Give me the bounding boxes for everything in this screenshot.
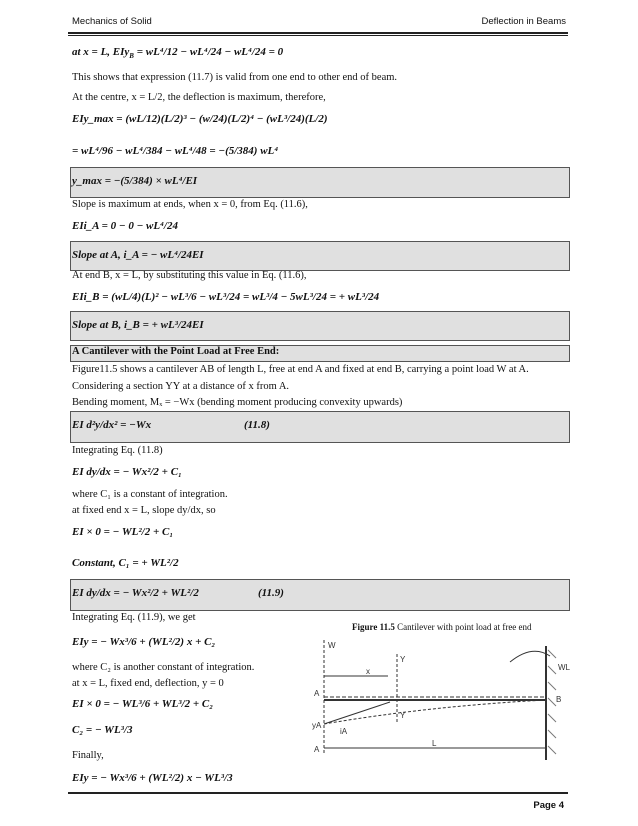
- eq-slope-b-result: Slope at B, i_B = + wL³/24EI: [72, 319, 204, 331]
- eq-11-9: EI dy/dx = − Wx²/2 + WL²/2: [72, 587, 199, 599]
- para-finally: Finally,: [72, 750, 104, 761]
- para-end-b: At end B, x = L, by substituting this value in Eq. (11.6),: [72, 270, 307, 281]
- para-deflection-zero: at x = L, fixed end, deflection, y = 0: [72, 678, 224, 689]
- header-right: Deflection in Beams: [481, 16, 566, 27]
- fig-label-a1: A: [314, 689, 320, 698]
- para-section: Considering a section YY at a distance of x from A.: [72, 381, 290, 392]
- fig-label-b: B: [556, 695, 562, 704]
- eq-c2-solve: EI × 0 = − WL³/6 + WL³/2 + C₂: [72, 698, 214, 710]
- header-rule-thin: [68, 35, 568, 36]
- eq-11-9-number: (11.9): [258, 587, 284, 599]
- fig-label-ya: yA: [312, 721, 322, 730]
- para-fig-desc: Figure11.5 shows a cantilever AB of length L, free at end A and fixed at end B, carrying a point load W at A.: [72, 364, 529, 375]
- para-integrating-2: Integrating Eq. (11.9), we get: [72, 612, 196, 623]
- para-centre: At the centre, x = L/2, the deflection is maximum, therefore,: [72, 92, 326, 103]
- para-c2: where C₂ is another constant of integration.: [72, 662, 255, 673]
- eq-11-8: EI d²y/dx² = −Wx: [72, 419, 152, 431]
- section-heading: A Cantilever with the Point Load at Free End:: [72, 346, 280, 357]
- eq-at-x-L: at x = L, EIy$_B$ = wL⁴/12 − wL⁴/24 − wL⁴/24 = 0: [72, 46, 284, 61]
- eq-final-deflection: EIy = − Wx³/6 + (WL²/2) x − WL³/3: [72, 772, 233, 784]
- fig-label-w: W: [328, 641, 336, 650]
- eq-c1-value: Constant, C₁ = + WL²/2: [72, 557, 179, 569]
- cantilever-figure: [310, 636, 572, 768]
- para-valid: This shows that expression (11.7) is valid from one end to other end of beam.: [72, 72, 398, 83]
- header-left: Mechanics of Solid: [72, 16, 152, 27]
- page-number: Page 4: [533, 800, 564, 811]
- fig-label-y-bot: Y: [400, 711, 406, 720]
- figure-caption: Figure 11.5 Cantilever with point load at free end: [352, 622, 532, 632]
- para-slope-max: Slope is maximum at ends, when x = 0, from Eq. (11.6),: [72, 199, 308, 210]
- eq-ymax-result: y_max = −(5/384) × wL⁴/EI: [72, 175, 198, 187]
- para-integrating: Integrating Eq. (11.8): [72, 445, 163, 456]
- eq-11-8-number: (11.8): [244, 419, 270, 431]
- header-rule: [68, 32, 568, 34]
- fig-label-ia: iA: [340, 727, 348, 736]
- footer-rule: [68, 792, 568, 794]
- eq-ymax-2: = wL⁴/96 − wL⁴/384 − wL⁴/48 = −(5/384) wL⁴: [72, 145, 279, 157]
- para-c1: where C₁ is a constant of integration.: [72, 489, 228, 500]
- eq-c2-value: C₂ = − WL³/3: [72, 724, 133, 736]
- para-fixed-end: at fixed end x = L, slope dy/dx, so: [72, 505, 216, 516]
- fig-label-y-top: Y: [400, 655, 406, 664]
- eq-slope-a-result: Slope at A, i_A = − wL⁴/24EI: [72, 249, 204, 261]
- eq-slope-b: EIi_B = (wL/4)(L)² − wL³/6 − wL³/24 = wL³/4 − 5wL³/24 = + wL³/24: [72, 291, 380, 303]
- eq-first-integral: EI dy/dx = − Wx²/2 + C₁: [72, 466, 182, 478]
- para-bending: Bending moment, Mₓ = −Wx (bending moment producing convexity upwards): [72, 397, 403, 408]
- eq-c1-solve: EI × 0 = − WL²/2 + C₁: [72, 526, 174, 538]
- fig-label-x: x: [366, 667, 370, 676]
- fig-label-a2: A: [314, 745, 320, 754]
- eq-ymax-1: EIy_max = (wL/12)(L/2)³ − (w/24)(L/2)⁴ − (wL³/24)(L/2): [72, 113, 328, 125]
- eq-second-integral: EIy = − Wx³/6 + (WL²/2) x + C₂: [72, 636, 216, 648]
- fig-label-l: L: [432, 739, 437, 748]
- fig-label-wl: WL: [558, 663, 570, 672]
- eq-slope-a: EIi_A = 0 − 0 − wL⁴/24: [72, 220, 178, 232]
- page-header: [72, 16, 566, 30]
